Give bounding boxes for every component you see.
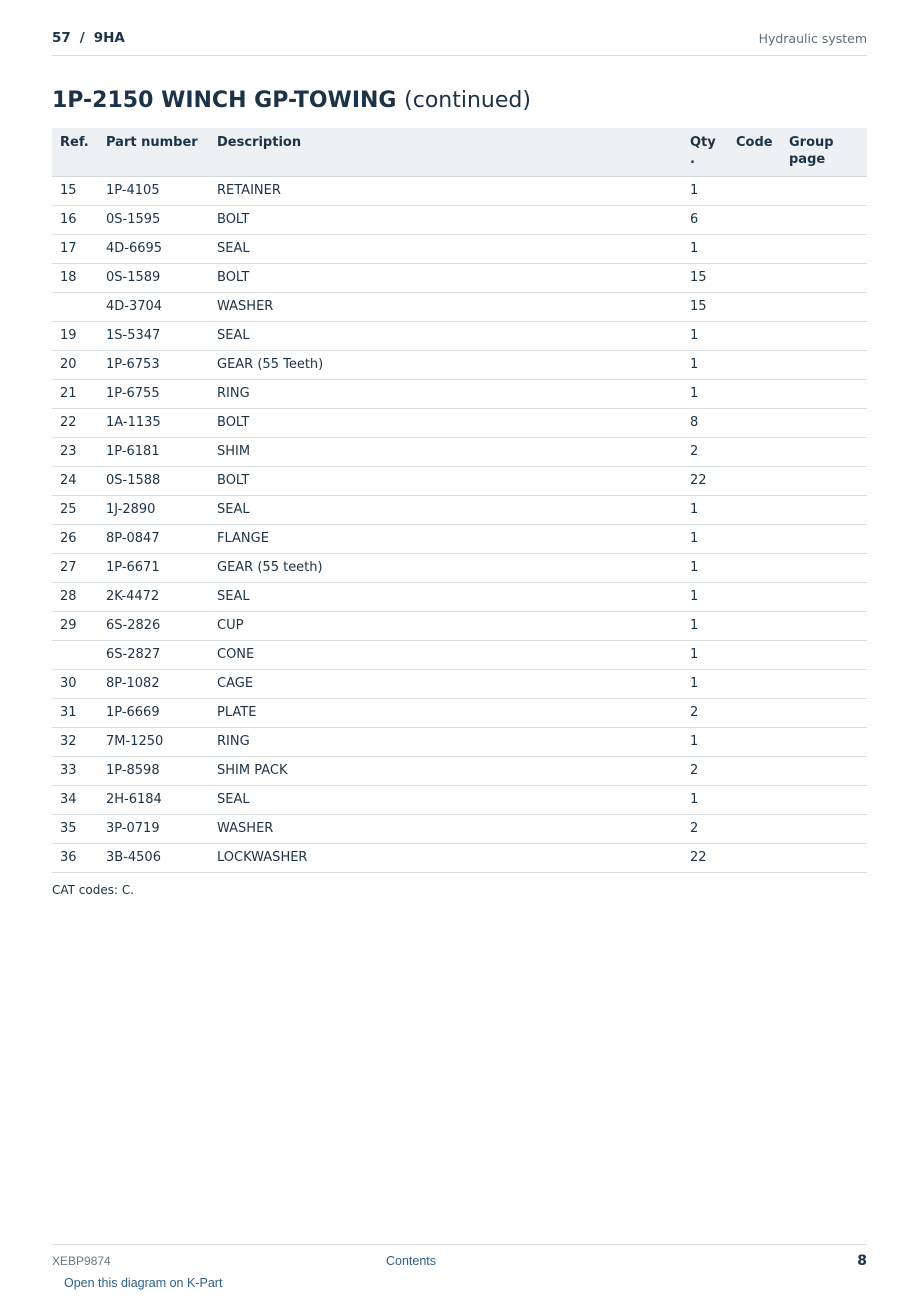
table-row <box>52 582 867 611</box>
cell-ref: 29 <box>52 611 98 640</box>
table-row <box>52 785 867 814</box>
cell-description: WASHER <box>209 814 682 843</box>
table-row <box>52 176 867 205</box>
table-row <box>52 843 867 872</box>
parts-table <box>52 128 867 873</box>
cat-codes-note: CAT codes: C. <box>52 883 135 897</box>
table-row <box>52 205 867 234</box>
table-row <box>52 524 867 553</box>
cell-description: BOLT <box>209 408 682 437</box>
table-row <box>52 292 867 321</box>
table-row <box>52 466 867 495</box>
cell-description: SEAL <box>209 234 682 263</box>
table-row <box>52 263 867 292</box>
cell-qty: 22 <box>682 466 728 495</box>
table-row <box>52 350 867 379</box>
table-row <box>52 379 867 408</box>
cell-part-number: 1P-4105 <box>98 176 209 205</box>
cell-group-page <box>781 495 867 524</box>
cell-qty: 8 <box>682 408 728 437</box>
cell-qty: 1 <box>682 611 728 640</box>
cell-qty: 1 <box>682 727 728 756</box>
cell-qty: 1 <box>682 350 728 379</box>
table-row <box>52 408 867 437</box>
cell-code <box>728 234 781 263</box>
header-model: 9HA <box>93 30 125 46</box>
table-row <box>52 437 867 466</box>
cell-qty: 2 <box>682 437 728 466</box>
cell-group-page <box>781 611 867 640</box>
col-header-part-number: Part number <box>98 128 209 176</box>
cell-qty: 22 <box>682 843 728 872</box>
page-footer <box>52 1244 867 1275</box>
cell-part-number: 1P-6755 <box>98 379 209 408</box>
cell-code <box>728 379 781 408</box>
cell-qty: 6 <box>682 205 728 234</box>
table-row <box>52 814 867 843</box>
cell-qty: 15 <box>682 263 728 292</box>
cell-qty: 2 <box>682 814 728 843</box>
cell-code <box>728 321 781 350</box>
cell-ref: 35 <box>52 814 98 843</box>
cell-description: RING <box>209 727 682 756</box>
cell-code <box>728 582 781 611</box>
cell-group-page <box>781 843 867 872</box>
cell-description: LOCKWASHER <box>209 843 682 872</box>
col-header-qty: Qty . <box>682 128 728 176</box>
header-breadcrumb <box>52 30 125 46</box>
cell-code <box>728 263 781 292</box>
cell-part-number: 7M-1250 <box>98 727 209 756</box>
table-row <box>52 611 867 640</box>
cell-code <box>728 437 781 466</box>
cell-part-number: 1P-8598 <box>98 756 209 785</box>
cell-group-page <box>781 350 867 379</box>
cell-part-number: 6S-2826 <box>98 611 209 640</box>
cell-part-number: 0S-1595 <box>98 205 209 234</box>
cell-part-number: 8P-0847 <box>98 524 209 553</box>
cell-qty: 2 <box>682 698 728 727</box>
cell-description: WASHER <box>209 292 682 321</box>
cell-ref: 15 <box>52 176 98 205</box>
cell-description: CAGE <box>209 669 682 698</box>
cell-description: BOLT <box>209 205 682 234</box>
cell-description: SEAL <box>209 321 682 350</box>
cell-description: SEAL <box>209 495 682 524</box>
cell-part-number: 3P-0719 <box>98 814 209 843</box>
parts-table-body <box>52 176 867 872</box>
cell-group-page <box>781 524 867 553</box>
cell-group-page <box>781 437 867 466</box>
cell-group-page <box>781 234 867 263</box>
cell-description: PLATE <box>209 698 682 727</box>
cell-ref: 19 <box>52 321 98 350</box>
cell-ref: 18 <box>52 263 98 292</box>
cell-group-page <box>781 814 867 843</box>
cell-description: FLANGE <box>209 524 682 553</box>
cell-ref: 33 <box>52 756 98 785</box>
cell-part-number: 3B-4506 <box>98 843 209 872</box>
cell-qty: 1 <box>682 640 728 669</box>
table-row <box>52 640 867 669</box>
cell-part-number: 4D-3704 <box>98 292 209 321</box>
cell-part-number: 1P-6181 <box>98 437 209 466</box>
table-row <box>52 727 867 756</box>
col-header-code: Code <box>728 128 781 176</box>
cell-part-number: 0S-1588 <box>98 466 209 495</box>
cell-group-page <box>781 785 867 814</box>
cell-part-number: 1A-1135 <box>98 408 209 437</box>
cell-part-number: 2K-4472 <box>98 582 209 611</box>
cell-ref: 17 <box>52 234 98 263</box>
header-separator: / <box>79 30 85 46</box>
open-kpart-link[interactable]: Open this diagram on K-Part <box>64 1276 223 1290</box>
cell-description: SEAL <box>209 785 682 814</box>
cell-description: BOLT <box>209 466 682 495</box>
cell-code <box>728 176 781 205</box>
cell-ref: 31 <box>52 698 98 727</box>
cell-group-page <box>781 408 867 437</box>
header-section-title: Hydraulic system <box>758 31 867 46</box>
cell-ref: 34 <box>52 785 98 814</box>
title-main: 1P-2150 WINCH GP-TOWING <box>52 88 397 113</box>
cell-code <box>728 466 781 495</box>
cell-group-page <box>781 727 867 756</box>
cell-code <box>728 814 781 843</box>
cell-code <box>728 727 781 756</box>
cell-code <box>728 785 781 814</box>
cell-group-page <box>781 553 867 582</box>
cell-ref <box>52 640 98 669</box>
title-suffix: (continued) <box>404 88 531 113</box>
cell-qty: 1 <box>682 669 728 698</box>
cell-qty: 15 <box>682 292 728 321</box>
cell-ref: 30 <box>52 669 98 698</box>
cell-qty: 1 <box>682 379 728 408</box>
cell-code <box>728 205 781 234</box>
cell-code <box>728 524 781 553</box>
footer-page-number: 8 <box>857 1253 867 1269</box>
contents-link[interactable]: Contents <box>386 1254 437 1268</box>
parts-table-header <box>52 128 867 176</box>
cell-qty: 1 <box>682 524 728 553</box>
cell-ref: 32 <box>52 727 98 756</box>
cell-group-page <box>781 466 867 495</box>
cell-code <box>728 553 781 582</box>
cell-qty: 1 <box>682 785 728 814</box>
cell-code <box>728 611 781 640</box>
cell-ref: 20 <box>52 350 98 379</box>
cell-part-number: 2H-6184 <box>98 785 209 814</box>
cell-ref: 24 <box>52 466 98 495</box>
cell-group-page <box>781 698 867 727</box>
cell-part-number: 0S-1589 <box>98 263 209 292</box>
cell-code <box>728 350 781 379</box>
cell-code <box>728 756 781 785</box>
cell-part-number: 6S-2827 <box>98 640 209 669</box>
cell-group-page <box>781 669 867 698</box>
cell-group-page <box>781 582 867 611</box>
col-header-ref: Ref. <box>52 128 98 176</box>
cell-description: GEAR (55 teeth) <box>209 553 682 582</box>
cell-qty: 1 <box>682 495 728 524</box>
cell-description: SHIM PACK <box>209 756 682 785</box>
cell-description: SEAL <box>209 582 682 611</box>
cell-ref: 23 <box>52 437 98 466</box>
cell-group-page <box>781 321 867 350</box>
cell-part-number: 1P-6671 <box>98 553 209 582</box>
cell-code <box>728 640 781 669</box>
cell-ref: 27 <box>52 553 98 582</box>
cell-part-number: 4D-6695 <box>98 234 209 263</box>
cell-description: SHIM <box>209 437 682 466</box>
cell-part-number: 8P-1082 <box>98 669 209 698</box>
cell-description: BOLT <box>209 263 682 292</box>
cell-code <box>728 669 781 698</box>
table-row <box>52 321 867 350</box>
cell-code <box>728 843 781 872</box>
cell-part-number: 1P-6669 <box>98 698 209 727</box>
cell-qty: 1 <box>682 321 728 350</box>
cell-qty: 1 <box>682 176 728 205</box>
cell-ref: 21 <box>52 379 98 408</box>
cell-description: RETAINER <box>209 176 682 205</box>
table-row <box>52 756 867 785</box>
cell-group-page <box>781 756 867 785</box>
table-row <box>52 553 867 582</box>
cell-code <box>728 495 781 524</box>
cell-group-page <box>781 292 867 321</box>
cell-qty: 1 <box>682 553 728 582</box>
cell-group-page <box>781 205 867 234</box>
cell-part-number: 1S-5347 <box>98 321 209 350</box>
page-title <box>52 88 531 113</box>
cell-qty: 2 <box>682 756 728 785</box>
cell-description: CONE <box>209 640 682 669</box>
cell-ref <box>52 292 98 321</box>
cell-description: CUP <box>209 611 682 640</box>
page-header <box>52 28 867 56</box>
cell-description: RING <box>209 379 682 408</box>
cell-ref: 25 <box>52 495 98 524</box>
table-row <box>52 669 867 698</box>
cell-group-page <box>781 176 867 205</box>
cell-code <box>728 292 781 321</box>
header-page-number: 57 <box>52 30 71 46</box>
table-row <box>52 698 867 727</box>
cell-part-number: 1P-6753 <box>98 350 209 379</box>
col-header-group-page: Group page <box>781 128 867 176</box>
footer-doc-id: XEBP9874 <box>52 1254 111 1268</box>
cell-part-number: 1J-2890 <box>98 495 209 524</box>
cell-ref: 22 <box>52 408 98 437</box>
cell-ref: 16 <box>52 205 98 234</box>
cell-ref: 36 <box>52 843 98 872</box>
cell-group-page <box>781 263 867 292</box>
cell-ref: 26 <box>52 524 98 553</box>
cell-code <box>728 698 781 727</box>
col-header-description: Description <box>209 128 682 176</box>
table-row <box>52 495 867 524</box>
cell-group-page <box>781 379 867 408</box>
cell-group-page <box>781 640 867 669</box>
cell-code <box>728 408 781 437</box>
table-row <box>52 234 867 263</box>
cell-ref: 28 <box>52 582 98 611</box>
cell-description: GEAR (55 Teeth) <box>209 350 682 379</box>
cell-qty: 1 <box>682 234 728 263</box>
cell-qty: 1 <box>682 582 728 611</box>
